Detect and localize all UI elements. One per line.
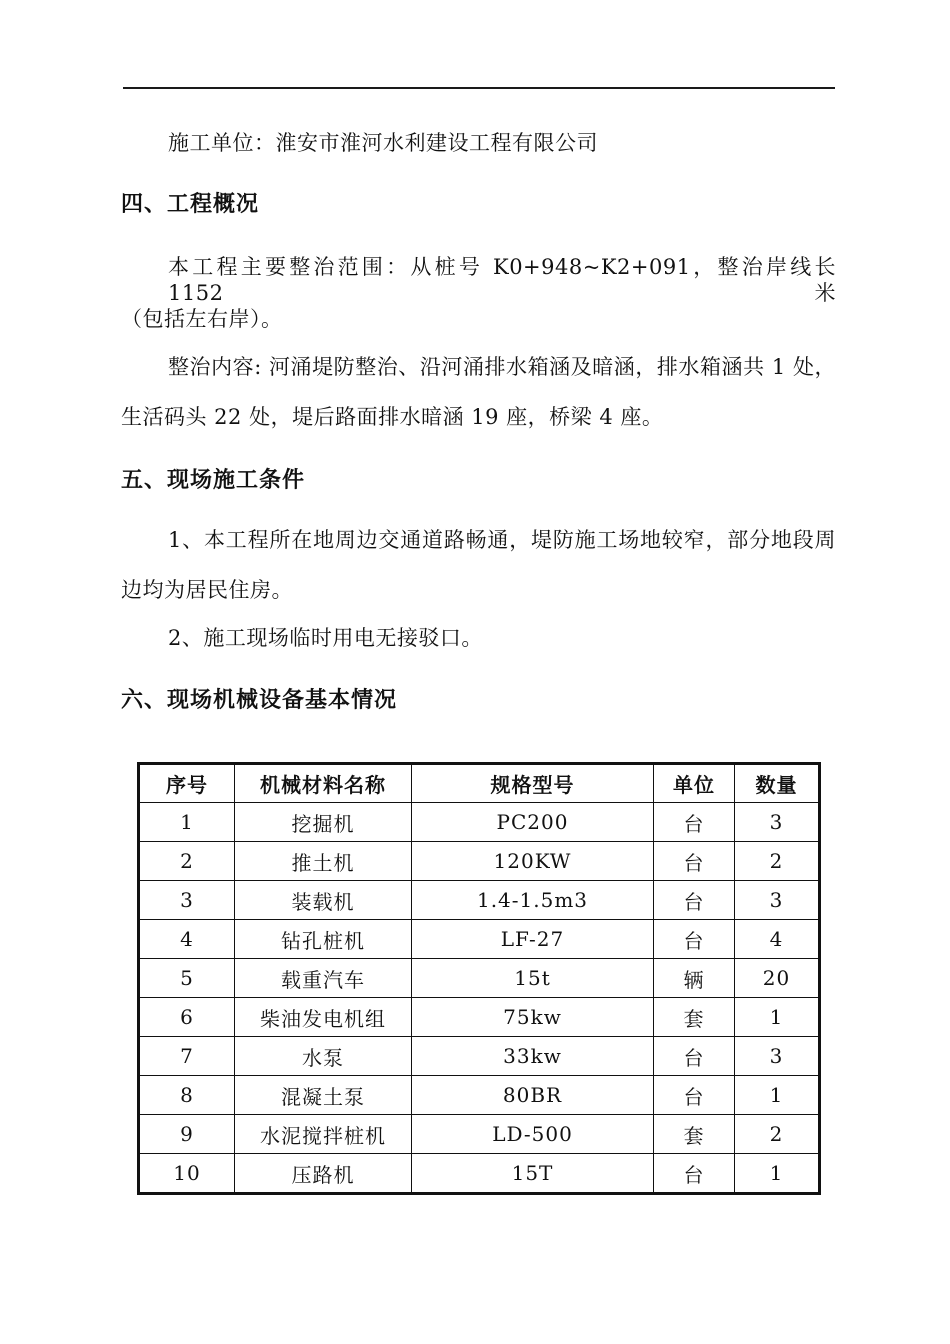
column-header-index: 序号 [139,764,235,803]
site-condition-item1-line1: 1、本工程所在地周边交通道路畅通，堤防施工场地较窄，部分地段周 [168,528,836,552]
cell-name: 水泥搅拌桩机 [235,1115,412,1154]
section-heading-6: 六、现场机械设备基本情况 [121,687,398,712]
construction-unit-line: 施工单位：淮安市淮河水利建设工程有限公司 [168,131,598,155]
cell-quantity: 20 [735,959,820,998]
table-row [139,1037,820,1076]
cell-name: 推土机 [235,842,412,881]
cell-index: 6 [139,998,235,1037]
cell-index: 2 [139,842,235,881]
section-heading-4: 四、工程概况 [121,191,260,216]
cell-name: 压路机 [235,1154,412,1194]
section-heading-5: 五、现场施工条件 [121,467,306,492]
cell-index: 4 [139,920,235,959]
cell-model: 15t [412,959,654,998]
cell-quantity: 2 [735,1115,820,1154]
cell-model: LF-27 [412,920,654,959]
cell-unit: 套 [654,1115,735,1154]
cell-unit: 台 [654,1037,735,1076]
table-row [139,842,820,881]
cell-index: 5 [139,959,235,998]
cell-model: 1.4-1.5m3 [412,881,654,920]
cell-name: 水泵 [235,1037,412,1076]
cell-model: 15T [412,1154,654,1194]
cell-index: 7 [139,1037,235,1076]
cell-index: 10 [139,1154,235,1194]
cell-name: 柴油发电机组 [235,998,412,1037]
column-header-model: 规格型号 [412,764,654,803]
cell-quantity: 1 [735,998,820,1037]
cell-quantity: 3 [735,1037,820,1076]
table-row [139,881,820,920]
table-row [139,1076,820,1115]
paragraph-scope-line1: 本工程主要整治范围：从桩号 K0+948~K2+091，整治岸线长 1152 米 [168,255,836,305]
table-row [139,998,820,1037]
cell-index: 1 [139,803,235,842]
paragraph-scope-line2: （包括左右岸）。 [121,307,283,331]
cell-index: 8 [139,1076,235,1115]
cell-unit: 台 [654,1154,735,1194]
cell-unit: 辆 [654,959,735,998]
cell-name: 钻孔桩机 [235,920,412,959]
cell-unit: 套 [654,998,735,1037]
cell-unit: 台 [654,1076,735,1115]
column-header-name: 机械材料名称 [235,764,412,803]
column-header-quantity: 数量 [735,764,820,803]
table-header-row [139,764,820,803]
table-row [139,1154,820,1194]
column-header-unit: 单位 [654,764,735,803]
paragraph-content-line2: 生活码头 22 处，堤后路面排水暗涵 19 座，桥梁 4 座。 [121,405,664,429]
cell-name: 挖掘机 [235,803,412,842]
cell-unit: 台 [654,803,735,842]
cell-index: 9 [139,1115,235,1154]
equipment-table [137,762,821,1195]
cell-model: 75kw [412,998,654,1037]
cell-quantity: 2 [735,842,820,881]
table-row [139,959,820,998]
cell-index: 3 [139,881,235,920]
cell-model: 120KW [412,842,654,881]
table-row [139,920,820,959]
cell-unit: 台 [654,842,735,881]
cell-name: 载重汽车 [235,959,412,998]
site-condition-item1-line2: 边均为居民住房。 [121,578,293,602]
page-header-rule [123,87,835,89]
cell-name: 装载机 [235,881,412,920]
cell-model: 80BR [412,1076,654,1115]
cell-quantity: 3 [735,803,820,842]
cell-unit: 台 [654,881,735,920]
site-condition-item2: 2、施工现场临时用电无接驳口。 [168,626,483,650]
table-row [139,803,820,842]
cell-model: 33kw [412,1037,654,1076]
cell-name: 混凝土泵 [235,1076,412,1115]
cell-quantity: 1 [735,1154,820,1194]
cell-quantity: 1 [735,1076,820,1115]
cell-quantity: 4 [735,920,820,959]
cell-model: PC200 [412,803,654,842]
paragraph-content-line1: 整治内容: 河涌堤防整治、沿河涌排水箱涵及暗涵，排水箱涵共 1 处， [168,355,836,379]
table-row [139,1115,820,1154]
cell-model: LD-500 [412,1115,654,1154]
cell-quantity: 3 [735,881,820,920]
cell-unit: 台 [654,920,735,959]
